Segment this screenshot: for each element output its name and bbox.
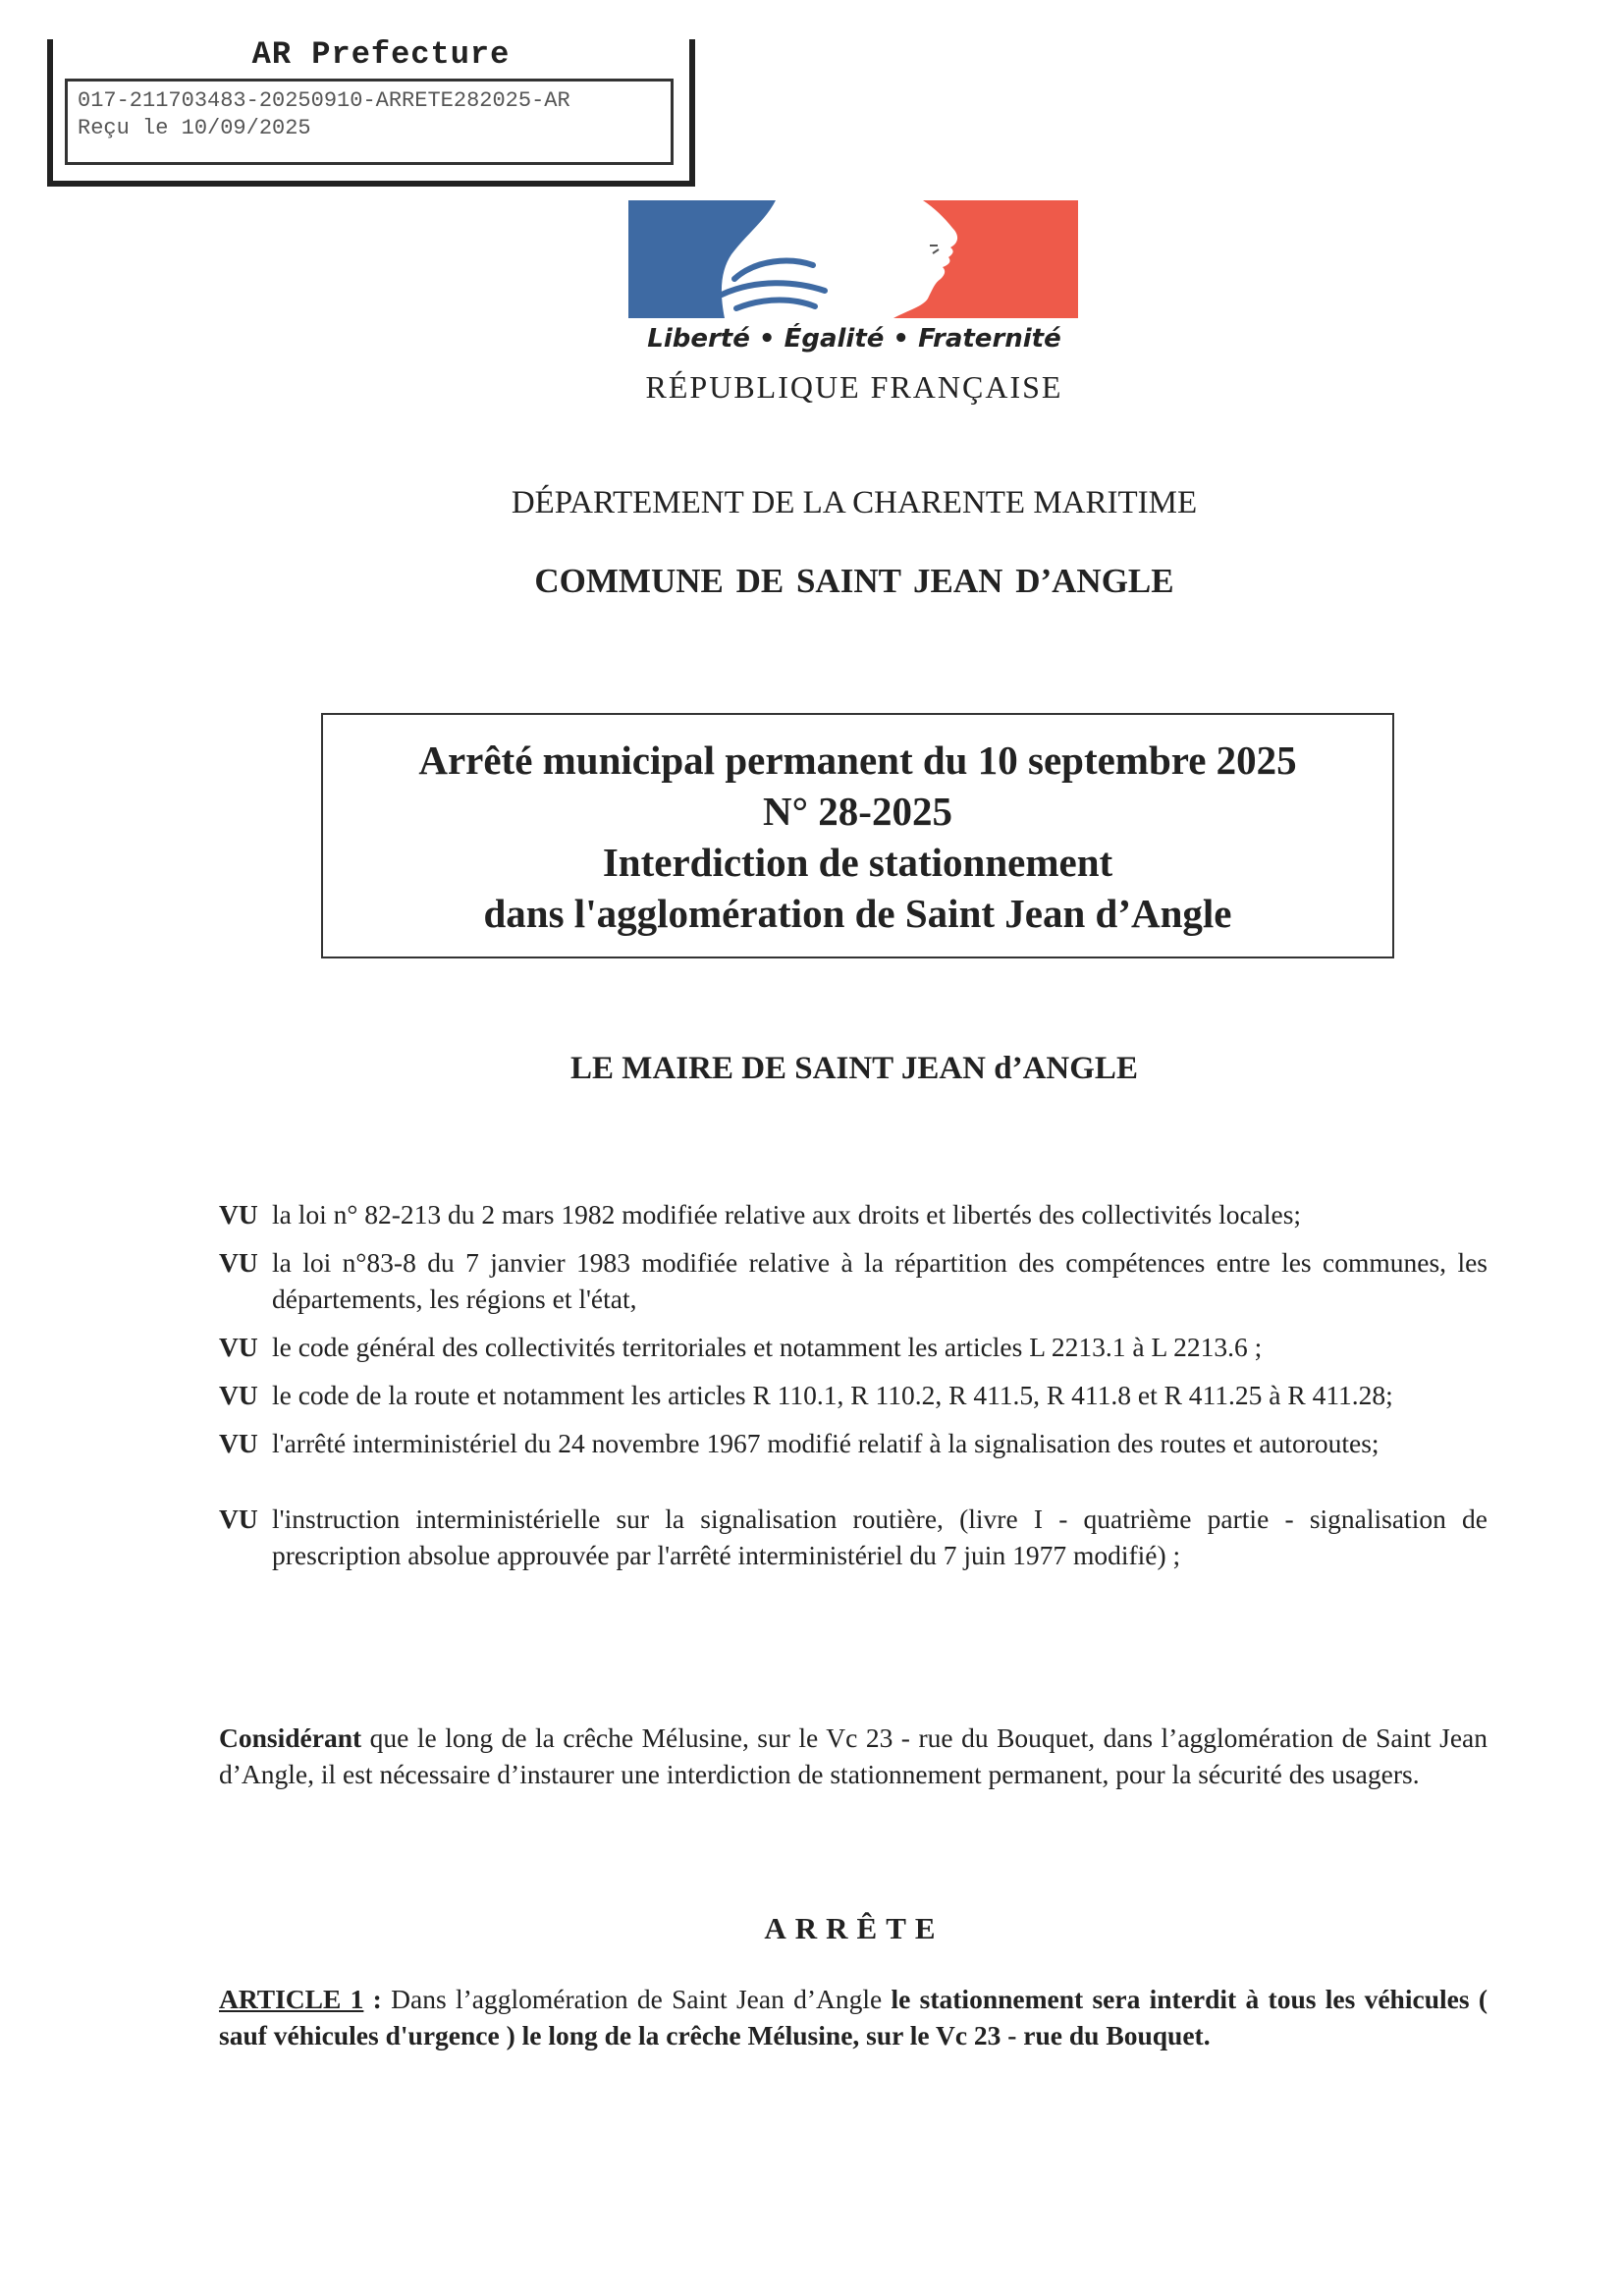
vu-text: la loi n° 82-213 du 2 mars 1982 modifiée relative aux droits et libertés des collectivités locales; [272, 1199, 1302, 1230]
commune-heading: COMMUNE DE SAINT JEAN D’ANGLE [534, 562, 1174, 600]
title-number: N° 28-2025 [763, 789, 952, 834]
considerant-text: que le long de la crêche Mélusine, sur le Vc 23 - rue du Bouquet, dans l’agglomération de Saint Jean d’Angle, il est nécessaire d’instaurer une interdiction de stationnement permanent, pour la sécurité des usagers. [219, 1722, 1488, 1789]
marianne-logo [628, 200, 1078, 318]
title-line-1: Arrêté municipal permanent du 10 septembre 2025 [418, 738, 1297, 783]
vu-label: VU [219, 1380, 258, 1410]
vu-label: VU [219, 1247, 258, 1278]
vu-label: VU [219, 1332, 258, 1362]
arrete-heading: ARRÊTE [764, 1911, 945, 1945]
vu-clause [219, 1425, 1488, 1461]
logo-profile-detail [930, 246, 939, 253]
logo-profile [722, 261, 825, 308]
article-1-intro: Dans l’agglomération de Saint Jean d’Angle [391, 1984, 892, 2014]
vu-clause [219, 1501, 1488, 1573]
maire-heading: LE MAIRE DE SAINT JEAN d’ANGLE [570, 1051, 1138, 1086]
stamp-reference: 017-211703483-20250910-ARRETE282025-AR [78, 88, 570, 113]
article-1-provision: le stationnement sera interdit à tous les véhicules ( sauf véhicules d'urgence ) le long de la crêche Mélusine, sur le Vc 23 - rue du Bouquet. [219, 1984, 1488, 2050]
vu-clauses [219, 1196, 1488, 1585]
logo-red-band [893, 200, 1078, 318]
stamp-details [65, 79, 674, 165]
prefecture-stamp [47, 36, 695, 187]
article-1 [219, 1981, 1488, 2053]
vu-clause [219, 1329, 1488, 1365]
vu-label: VU [219, 1428, 258, 1458]
considerant-label: Considérant [219, 1722, 362, 1753]
vu-text: la loi n°83-8 du 7 janvier 1983 modifiée relative à la répartition des compétences entre les communes, les départements, les régions et l'état, [272, 1247, 1488, 1314]
vu-clause [219, 1377, 1488, 1413]
vu-text: l'arrêté interministériel du 24 novembre 1967 modifié relatif à la signalisation des routes et autoroutes; [272, 1428, 1380, 1458]
stamp-received-date: Reçu le 10/09/2025 [78, 116, 311, 140]
vu-clause [219, 1244, 1488, 1317]
article-1-separator: : [363, 1984, 392, 2014]
title-line-4: dans l'agglomération de Saint Jean d’Angle [483, 891, 1232, 936]
article-1-label: ARTICLE 1 [219, 1984, 364, 2014]
republic-motto: Liberté • Égalité • Fraternité [647, 324, 1061, 354]
vu-text: le code de la route et notamment les articles R 110.1, R 110.2, R 411.5, R 411.8 et R 411.25 à R 411.28; [272, 1380, 1393, 1410]
vu-label: VU [219, 1503, 258, 1534]
considerant-paragraph [219, 1720, 1488, 1792]
stamp-title: AR Prefecture [251, 36, 511, 73]
republique-francaise: RÉPUBLIQUE FRANÇAISE [645, 369, 1063, 405]
vu-label: VU [219, 1199, 258, 1230]
vu-text: le code général des collectivités territoriales et notamment les articles L 2213.1 à L 2213.6 ; [272, 1332, 1263, 1362]
vu-clause [219, 1196, 1488, 1232]
departement-heading: DÉPARTEMENT DE LA CHARENTE MARITIME [511, 485, 1198, 520]
title-line-3: Interdiction de stationnement [602, 840, 1113, 885]
vu-text: l'instruction interministérielle sur la signalisation routière, (livre I - quatrième partie - signalisation de prescription absolue approuvée par l'arrêté interministériel du 7 juin 1977 modifié) ; [272, 1503, 1488, 1570]
arrete-title-box [321, 713, 1394, 958]
